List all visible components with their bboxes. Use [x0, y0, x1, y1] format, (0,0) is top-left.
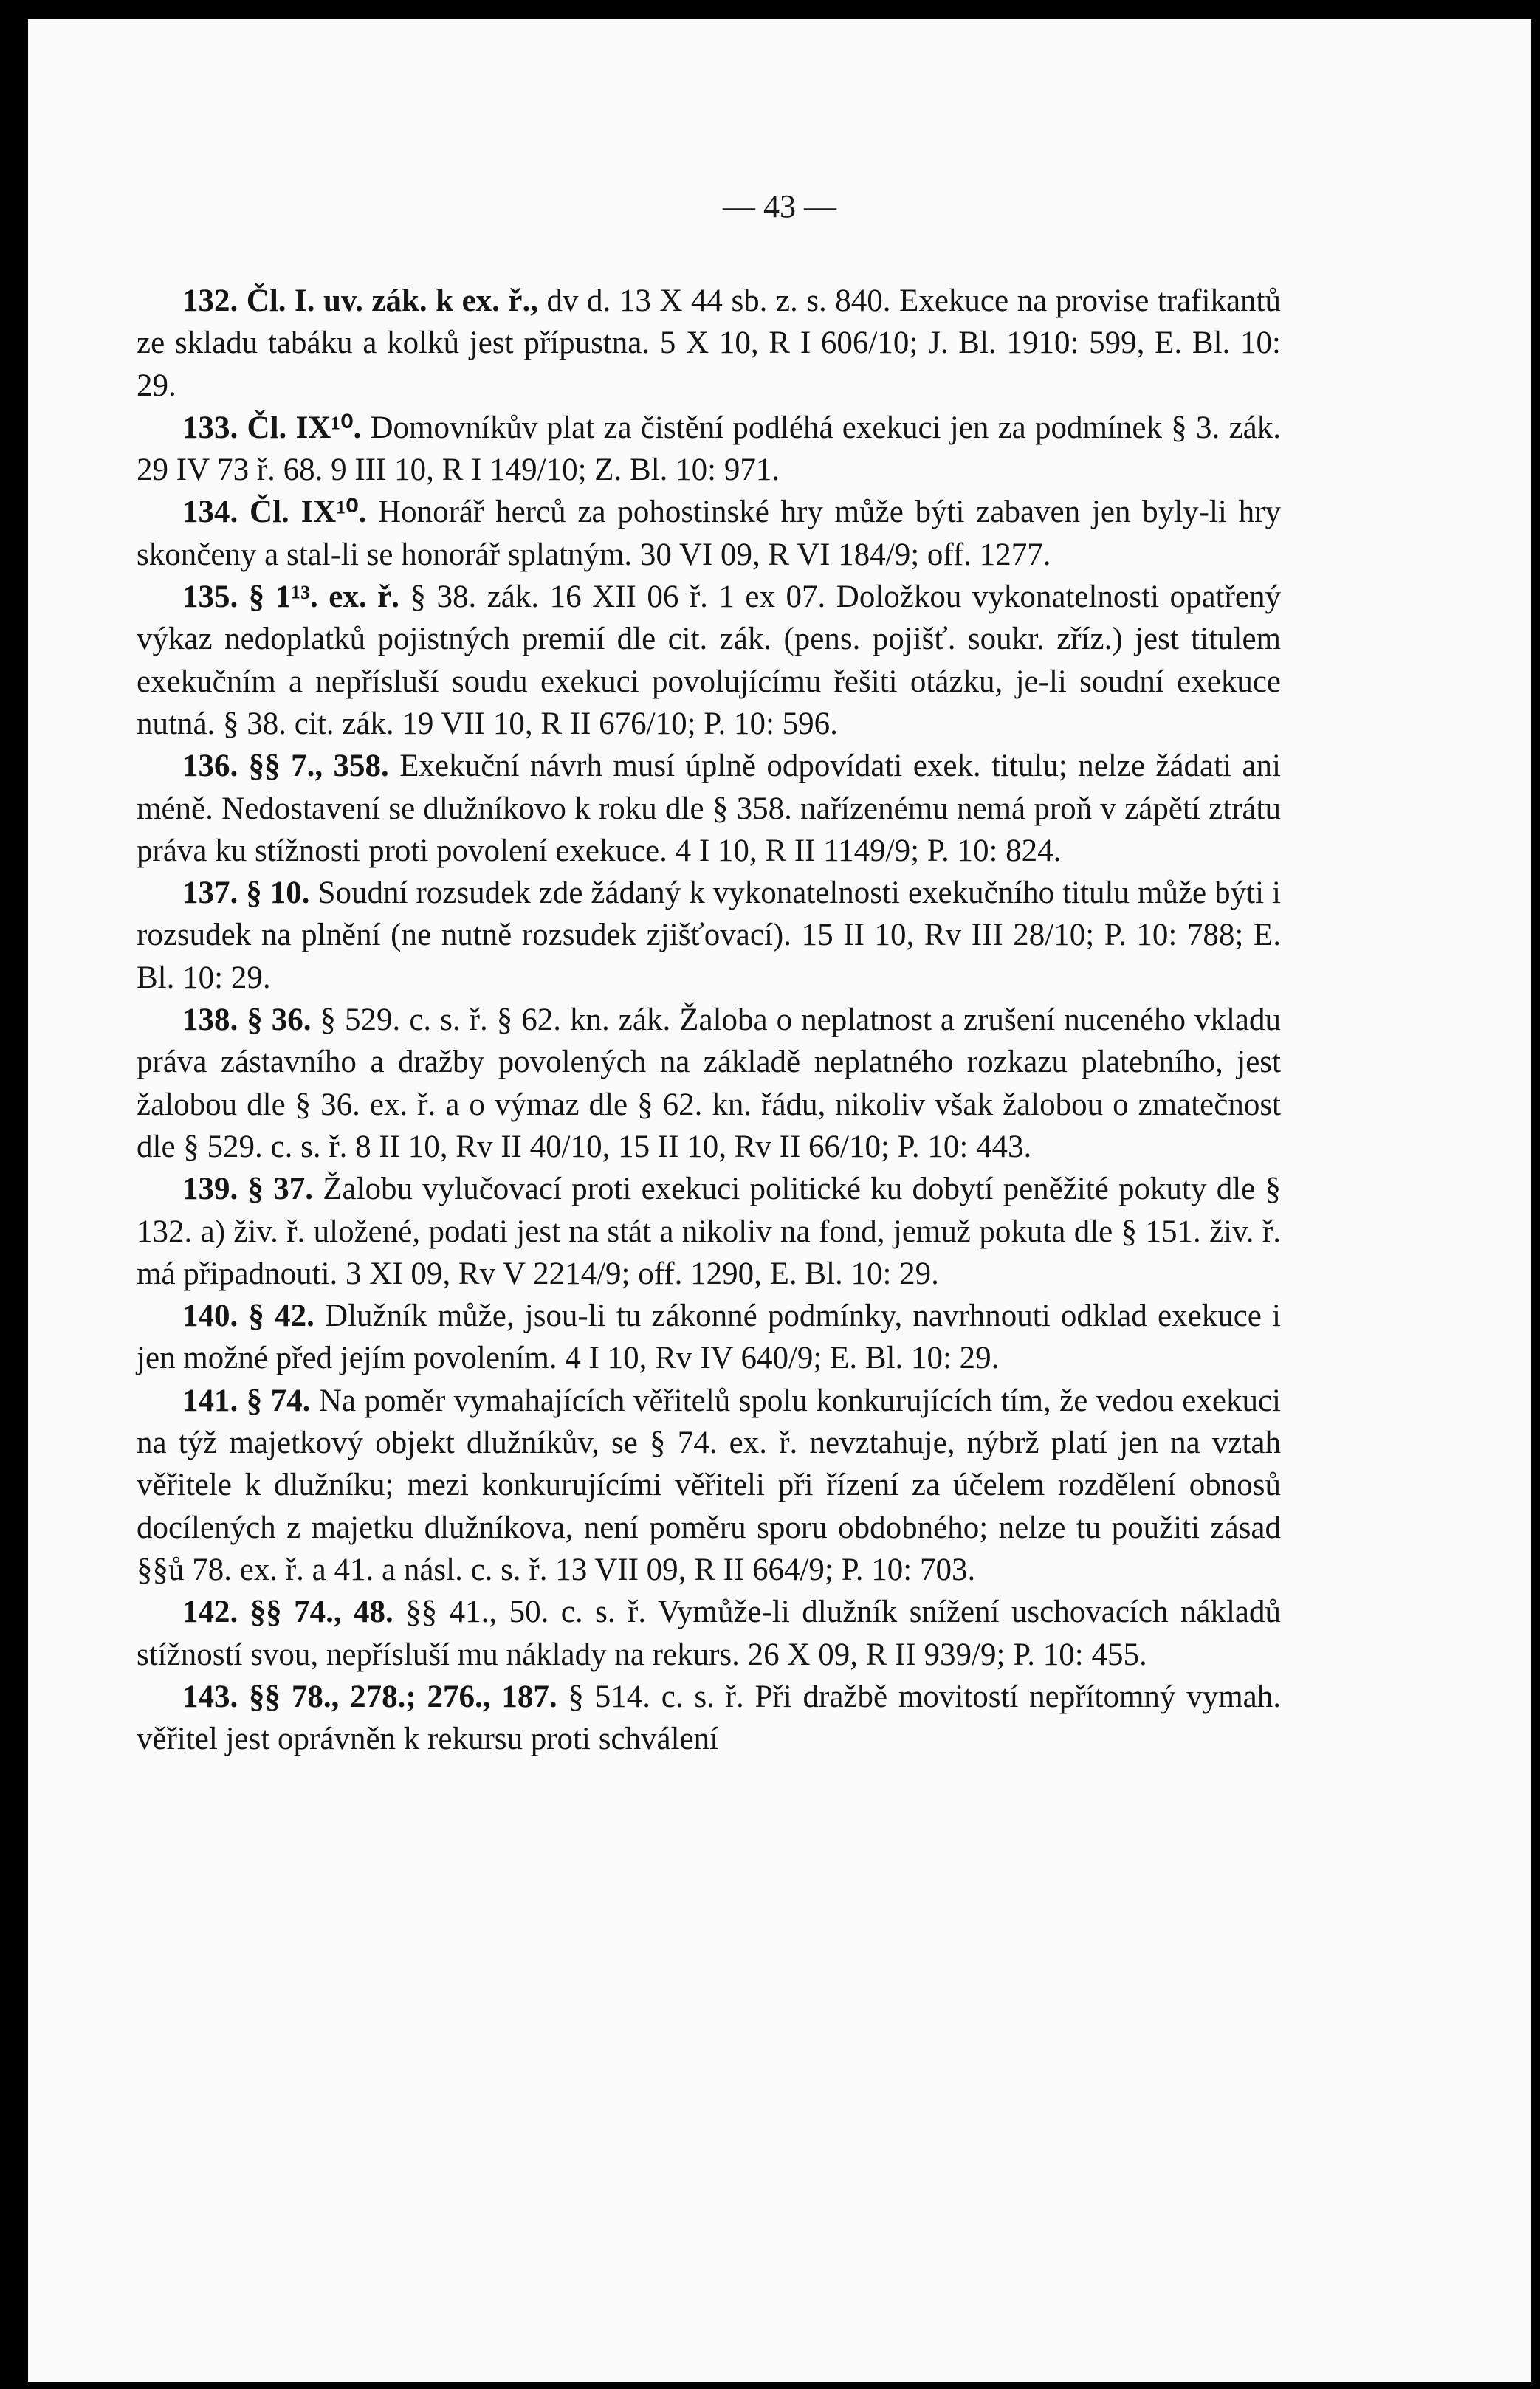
entry-text: Soudní rozsudek zde žádaný k vykonatelnosti exekučního titulu může býti i rozsudek na plnění (ne nutně rozsudek zjišťovací). 15 II 10, Rv III 28/10; P. 10: 788; E. Bl. 10: 29. [137, 876, 1282, 995]
entry-143 [137, 1676, 1281, 1761]
entry-lead: 132. Čl. I. uv. zák. k ex. ř., [182, 283, 539, 318]
entry-text: Domovníkův plat za čistění podléhá exekuci jen za podmínek § 3. zák. 29 IV 73 ř. 68. 9 III 10, R I 149/10; Z. Bl. 10: 971. [137, 410, 1282, 488]
entry-text: Na poměr vymahajících věřitelů spolu konkurujících tím, že vedou exekuci na týž majetkový objekt dlužníkův, se § 74. ex. ř. nevztahuje, nýbrž platí jen na vztah věřitele k dlužníku; mezi konkurujícími věřiteli při řízení za účelem rozdělení obnosů docílených z majetku dlužníkova, není poměru sporu obdobného; nelze tu použiti zásad §§ů 78. ex. ř. a 41. a násl. c. s. ř. 13 VII 09, R II 664/9; P. 10: 703. [137, 1383, 1282, 1587]
entry-text: Exekuční návrh musí úplně odpovídati exek. titulu; nelze žádati ani méně. Nedostavení se dlužníkovo k roku dle § 358. nařízenému nemá proň v zápětí ztrátu práva ku stížnosti proti povolení exekuce. 4 I 10, R II 1149/9; P. 10: 824. [137, 749, 1282, 868]
entry-133 [137, 407, 1281, 492]
entry-text: §§ 41., 50. c. s. ř. Vymůže-li dlužník snížení uschovacích nákladů stížností svou, nepřísluší mu náklady na rekurs. 26 X 09, R II 939/9; P. 10: 455. [137, 1595, 1281, 1672]
entry-text: § 514. c. s. ř. Při dražbě movitostí nepřítomný vymah. věřitel jest oprávněn k rekursu proti schválení [137, 1679, 1282, 1757]
entry-136 [137, 745, 1281, 872]
entry-lead: 142. §§ 74., 48. [182, 1595, 393, 1630]
entry-lead: 139. § 37. [182, 1172, 313, 1207]
page-number: — 43 — [723, 188, 836, 224]
entries-list [137, 280, 1281, 1760]
entry-lead: 133. Čl. IX¹⁰. [182, 410, 362, 445]
entry-lead: 140. § 42. [182, 1299, 314, 1334]
entry-text: Dlužník může, jsou-li tu zákonné podmínky, navrhnouti odklad exekuce i jen možné před jejím povolením. 4 I 10, Rv IV 640/9; E. Bl. 10: 29. [137, 1299, 1282, 1376]
entry-lead: 143. §§ 78., 278.; 276., 187. [182, 1679, 557, 1714]
entry-141 [137, 1380, 1281, 1591]
entry-text: Žalobu vylučovací proti exekuci politické ku dobytí peněžité pokuty dle § 132. a) živ. ř. uložené, podati jest na stát a nikoliv na fond, jemuž pokuta dle § 151. živ. ř. má připadnouti. 3 XI 09, Rv V 2214/9; off. 1290, E. Bl. 10: 29. [137, 1172, 1282, 1291]
entry-142 [137, 1591, 1281, 1676]
entry-text: dv d. 13 X 44 sb. z. s. 840. Exekuce na provise trafikantů ze skladu tabáku a kolků jest přípustna. 5 X 10, R I 606/10; J. Bl. 1910: 599, E. Bl. 10: 29. [137, 283, 1281, 403]
entry-text: § 38. zák. 16 XII 06 ř. 1 ex 07. Doložkou vykonatelnosti opatřený výkaz nedoplatků pojistných premií dle cit. zák. (pens. pojišť. soukr. zříz.) jest titulem exekučním a nepřísluší soudu exekuci povolujícímu řešiti otázku, je-li soudní exekuce nutná. § 38. cit. zák. 19 VII 10, R II 676/10; P. 10: 596. [137, 580, 1281, 741]
entry-text: Honorář herců za pohostinské hry může býti zabaven jen byly-li hry skončeny a stal-li se honorář splatným. 30 VI 09, R VI 184/9; off. 1277. [137, 495, 1281, 572]
entry-139 [137, 1168, 1281, 1295]
entry-135 [137, 576, 1281, 745]
entry-132 [137, 280, 1281, 407]
entry-138 [137, 999, 1281, 1168]
entry-text: § 529. c. s. ř. § 62. kn. zák. Žaloba o neplatnost a zrušení nuceného vkladu práva zástavního a dražby povolených na základě neplatného rozkazu platebního, jest žalobou dle § 36. ex. ř. a o výmaz dle § 62. kn. řádu, nikoliv však žalobou o zmatečnost dle § 529. c. s. ř. 8 II 10, Rv II 40/10, 15 II 10, Rv II 66/10; P. 10: 443. [137, 1003, 1282, 1164]
entry-lead: 141. § 74. [182, 1383, 311, 1418]
entry-lead: 134. Čl. IX¹⁰. [182, 495, 367, 530]
entry-lead: 138. § 36. [182, 1003, 312, 1038]
entry-lead: 137. § 10. [182, 876, 310, 911]
entry-137 [137, 872, 1281, 999]
entry-lead: 136. §§ 7., 358. [182, 749, 389, 784]
document-page [28, 19, 1531, 2382]
entry-140 [137, 1295, 1281, 1380]
entry-lead: 135. § 1¹³. ex. ř. [182, 580, 399, 615]
entry-134 [137, 491, 1281, 576]
